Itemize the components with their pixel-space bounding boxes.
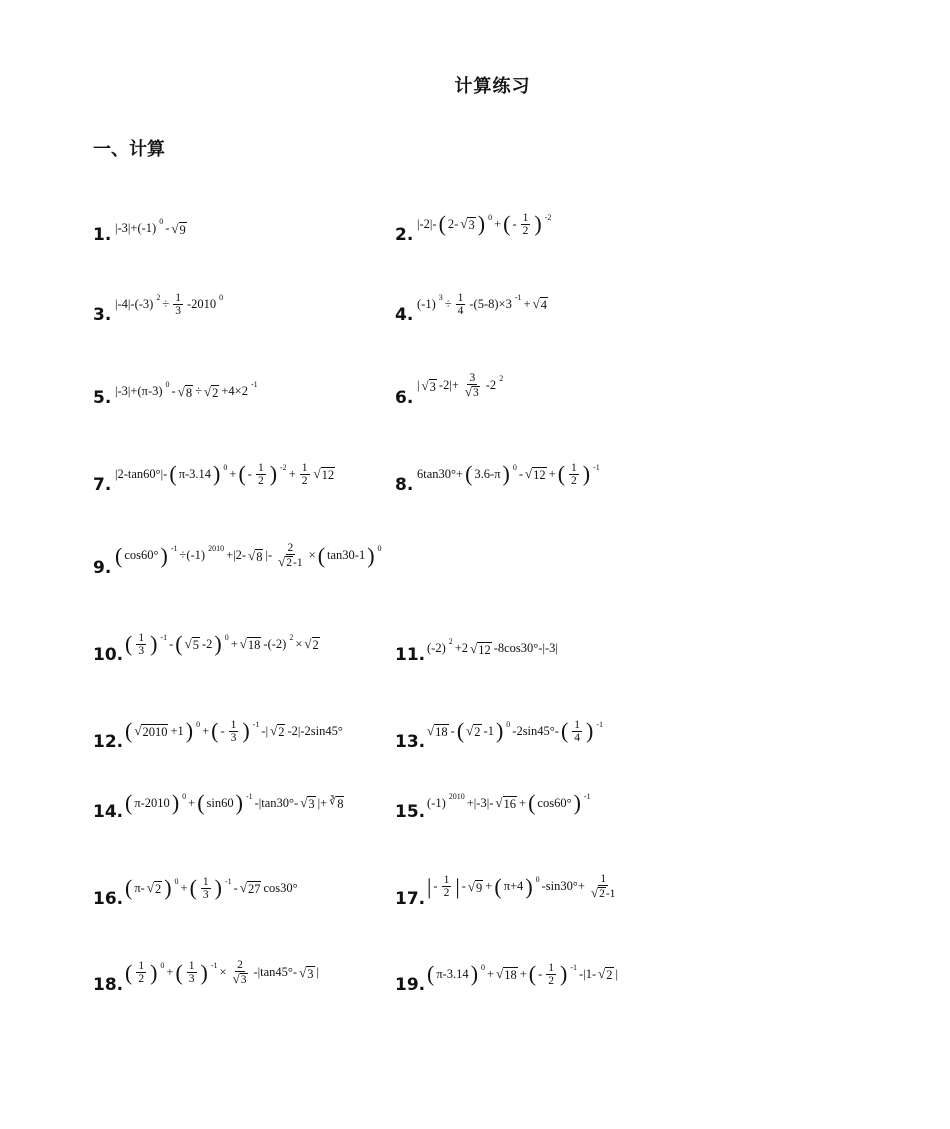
- problem-5: [93, 368, 383, 408]
- problem-number: 9.: [93, 558, 112, 578]
- problem-expression: (-1) 2010 +|-3|- √ 16 + ( cos60° ) -1: [427, 790, 591, 815]
- problem-number: 10.: [93, 645, 124, 665]
- problem-number: 11.: [395, 645, 426, 665]
- problem-number: 7.: [93, 475, 112, 495]
- problem-number: 18.: [93, 975, 124, 995]
- problem-expression: | √ 3 -2|+ 3 √ 3 -2 2: [417, 371, 504, 399]
- problem-9: [93, 533, 513, 578]
- problem-12: [93, 705, 393, 752]
- problem-number: 19.: [395, 975, 426, 995]
- problem-number: 13.: [395, 732, 426, 752]
- section-heading: 一、计算: [93, 139, 165, 160]
- problem-14: [93, 785, 393, 822]
- problem-number: 16.: [93, 889, 124, 909]
- problem-expression: ( π- √ 2 ) 0 + ( $\frac{1}{3}$ ) -1 - √ 27 cos30°: [125, 875, 298, 901]
- problem-number: 6.: [395, 388, 414, 408]
- problem-expression: ( π-3.14 ) 0 + √ 18 + ( - $\frac{1}{2}$ ) -1 -|1- √ 2 |: [427, 961, 619, 987]
- problem-expression: | - $\frac{1}{2}$ | - √ 9 + ( π+4 ) 0 -sin30°+ 1 √ 2 -1: [427, 872, 616, 900]
- problem-16: [93, 862, 393, 909]
- problem-number: 2.: [395, 225, 414, 245]
- problem-10: [93, 618, 393, 665]
- problem-number: 12.: [93, 732, 124, 752]
- problem-3: [93, 285, 373, 325]
- problem-expression: (-2) 2 +2 √ 12 -8cos30°-|-3|: [427, 637, 558, 657]
- problem-expression: ( cos60° ) -1 ÷(-1) 2010 +|2- √ 8 |- 2 √ 2 -1 × ( tan30-1 ) 0: [115, 541, 382, 569]
- problem-17: [395, 862, 695, 909]
- problem-6: [395, 365, 695, 408]
- problem-number: 4.: [395, 305, 414, 325]
- problem-1: [93, 205, 373, 245]
- problem-expression: 6tan30°+ ( 3.6-π ) 0 - √ 12 + ( $\frac{1}{2}$ ) -1: [417, 461, 600, 487]
- problem-19: [395, 948, 695, 995]
- problem-expression: |-2|- ( 2- √ 3 ) 0 + ( - $\frac{1}{2}$ ) -2: [417, 211, 552, 237]
- problem-15: [395, 785, 695, 822]
- problem-2: [395, 200, 695, 245]
- problem-13: [395, 705, 695, 752]
- problem-expression: ( π-2010 ) 0 + ( sin60 ) -1 -|tan30°- √ 3 |+ ∛ 8: [125, 790, 344, 815]
- problem-7: [93, 448, 393, 495]
- problem-number: 1.: [93, 225, 112, 245]
- problem-number: 3.: [93, 305, 112, 325]
- problem-expression: |-3|+(-1) 0 - √ 9: [115, 217, 186, 237]
- problem-expression: ( $\frac{1}{3}$ ) -1 - ( √ 5 -2 ) 0 + √ 18 -(-2) 2 × √ 2: [125, 631, 319, 657]
- problem-18: [93, 948, 393, 995]
- problem-expression: (-1) 3 ÷ $\frac{1}{4}$ -(5-8)×3 -1 + √ 4: [417, 291, 547, 317]
- problem-expression: ( √ 2010 +1 ) 0 + ( - $\frac{1}{3}$ ) -1 -| √ 2 -2|-2sin45°: [125, 718, 343, 744]
- problem-number: 17.: [395, 889, 426, 909]
- problem-8: [395, 448, 695, 495]
- problem-expression: √ 18 - ( √ 2 -1 ) 0 -2sin45°- ( $\frac{1}{4}$ ) -1: [427, 718, 604, 744]
- problem-expression: ( $\frac{1}{2}$ ) 0 + ( $\frac{1}{3}$ ) -1 × 2 √ 3 -|tan45°- √ 3 |: [125, 958, 320, 986]
- problem-number: 8.: [395, 475, 414, 495]
- problem-expression: |-3|+(π-3) 0 - √ 8 ÷ √ 2 +4×2 -1: [115, 380, 258, 400]
- problem-number: 5.: [93, 388, 112, 408]
- page-title: 计算练习: [454, 76, 531, 97]
- problem-number: 15.: [395, 802, 426, 822]
- problem-expression: |-4|-(-3) 2 ÷ $\frac{1}{3}$ -2010 0: [115, 291, 224, 317]
- problem-11: [395, 625, 695, 665]
- problem-expression: |2-tan60°|- ( π-3.14 ) 0 + ( - $\frac{1}{2}$ ) -2 + $\frac{1}{2}$ √ 12: [115, 461, 335, 487]
- problem-number: 14.: [93, 802, 124, 822]
- problem-4: [395, 285, 695, 325]
